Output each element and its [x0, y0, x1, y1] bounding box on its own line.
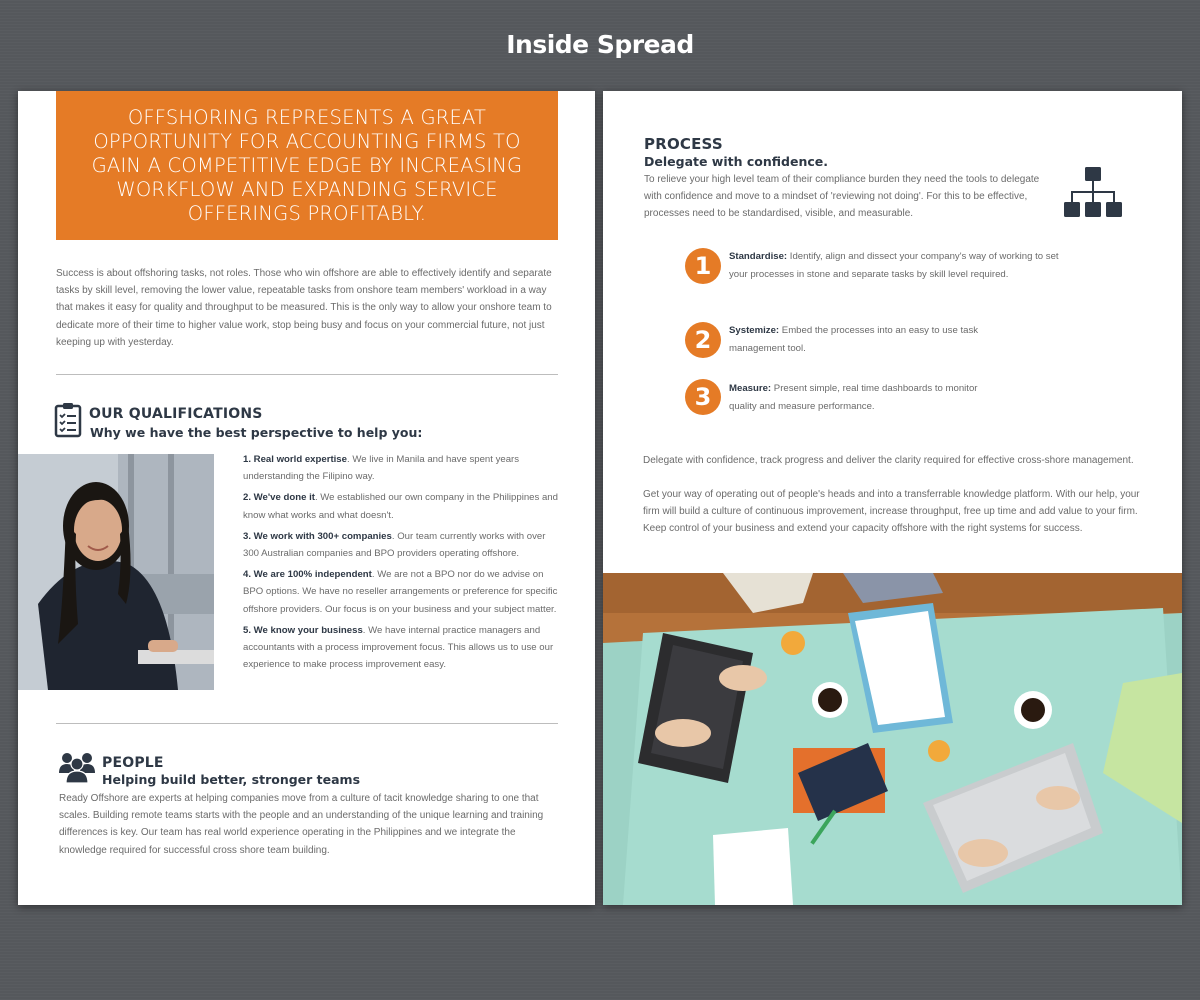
step-number-1: 1: [685, 248, 721, 284]
list-item: 4. We are 100% independent. We are not a BPO nor do we advise on BPO options. We have no reseller arrangements or preference for specific offshore providers. Our focus is on your business and your subject matter.: [243, 569, 558, 615]
closing-paragraph-1: Delegate with confidence, track progress and deliver the clarity required for effective cross-shore management.: [643, 455, 1134, 466]
qualifications-list: [243, 451, 563, 677]
people-subheading: Helping build better, stronger teams: [102, 772, 361, 787]
clipboard-checklist-icon: [54, 402, 82, 438]
list-item: 2. We've done it. We established our own company in the Philippines and know what works and what doesn't.: [243, 492, 558, 521]
list-item: 3. We work with 300+ companies. Our team currently works with over 300 Australian companies and BPO providers operating offshore.: [243, 530, 546, 560]
spread-title: Inside Spread: [506, 30, 694, 59]
team-desk-photo: [603, 573, 1182, 905]
people-paragraph: Ready Offshore are experts at helping companies move from a culture of tacit knowledge sharing to one that scales. Building remote teams starts with the people and an understanding of the unique learning and training differences is key. Our team has real world experience operating in the Philippines and we integrate the knowledge required for successful cross shore team building.: [59, 793, 544, 856]
step-number-2: 2: [685, 322, 721, 358]
org-chart-icon: [1063, 167, 1123, 219]
process-heading: PROCESS: [644, 135, 723, 153]
list-item: 5. We know your business. We have internal practice managers and accountants with a process improvement focus. This allows us to use our experience to make process improvement easy.: [243, 624, 554, 671]
step-2-text: Systemize: Embed the processes into an easy to use task management tool.: [729, 325, 979, 354]
step-1-text: Standardise: Identify, align and dissect your company's way of working to set your processes in stone and separate tasks by skill level required.: [729, 251, 1059, 280]
qualifications-subheading: Why we have the best perspective to help you:: [90, 425, 423, 440]
process-paragraph: To relieve your high level team of their compliance burden they need the tools to delegate with confidence and move to a mindset of 'reviewing not doing'. For this to be effective, processes need to be standardised, visible, and measurable.: [644, 174, 1040, 220]
headline-banner: OFFSHORING REPRESENTS A GREAT OPPORTUNITY FOR ACCOUNTING FIRMS TO GAIN A COMPETITIVE EDGE BY INCREASING WORKFLOW AND EXPANDING SERVICE OFFERINGS PROFITABLY.: [56, 91, 558, 240]
people-heading: PEOPLE: [102, 755, 164, 771]
process-subheading: Delegate with confidence.: [644, 154, 828, 169]
list-item: 1. Real world expertise. We live in Manila and have spent years understanding the Filipino way.: [243, 454, 520, 483]
divider: [56, 374, 558, 375]
people-group-icon: [59, 751, 95, 783]
closing-paragraph-2: Get your way of operating out of people's heads and into a transferrable knowledge platform. With our help, your firm will build a culture of continuous improvement, increase throughput, free up time and add value to your firm. Keep control of your business and extend your capacity offshore with the right systems for success.: [643, 489, 1140, 535]
left-page: [18, 91, 595, 905]
intro-paragraph: Success is about offshoring tasks, not roles. Those who win offshore are able to effectively identify and separate tasks by skill level, removing the lower value, repeatable tasks from onshore team members' workload in a way that makes it easy for quality and throughput to be measured. This is the only way to allow your onshore team to dedicate more of their time to higher value work, stop being busy and focus on your commercial future, not just keeping up with yesterday.: [56, 268, 552, 348]
step-number-3: 3: [685, 379, 721, 415]
qualifications-heading: OUR QUALIFICATIONS: [89, 406, 263, 422]
right-page: [603, 91, 1182, 905]
team-member-photo: [18, 454, 214, 690]
step-3-text: Measure: Present simple, real time dashboards to monitor quality and measure performance.: [729, 383, 978, 412]
divider: [56, 723, 558, 724]
